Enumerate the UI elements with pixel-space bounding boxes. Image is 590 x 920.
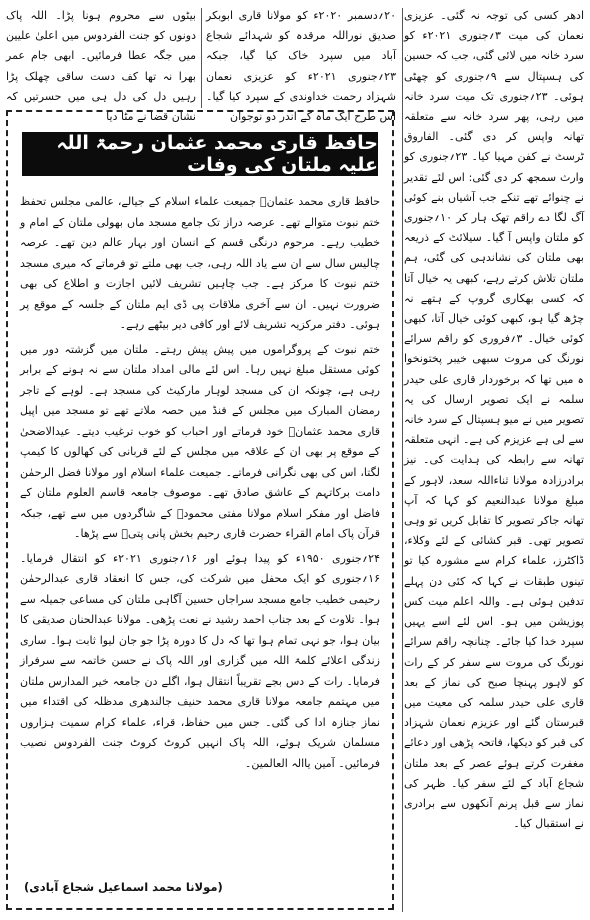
obituary-paragraph-3: ۲۴؍جنوری ۱۹۵۰ء کو پیدا ہوئے اور ۱۶؍جنوری ۲۰۲۱ء کو انتقال فرمایا۔ ۱۶؍جنوری کو ایک محفل میں شرکت کی، جس کا انعقاد قاری عبدالرحمٰن رحیمی خطیب جامع مسجد سراجاں حسین آگاہی ملتان کی مساعی جمیلہ سے ہوا۔ تلاوت کے بعد جناب احمد رشید نے نعت پڑھی۔ مولانا عبدالحنان صدیقی کا بیان ہوا، جو نہی تمام ہوا تھا کہ دل کا دورہ پڑا جو جان لیوا ثابت ہوا۔ ساری زندگی اعلائے کلمۃ اللہ میں گزاری اور اللہ پاک نے حسن خاتمہ سے سرفراز فرمایا۔ رات کے دس بجے تقریباً انتقال ہوا، اگلے دن جامعہ خیر المدارس ملتان میں مہتمم جامعہ مولانا قاری محمد حنیف جالندھری مدظلہ کی اقتداء میں نماز جنازہ ادا کی گئی۔ جس میں حفاظ، قراء، علماء کرام سمیت ہزاروں مسلمان شریک ہوئے، اللہ پاک انہیں کروٹ کروٹ جنت الفردوس نصیب فرمائیں۔ آمین یاالہ العالمین۔ (20, 551, 380, 770)
top-middle-text: ۲۰؍دسمبر ۲۰۲۰ء کو مولانا قاری ابوبکر صدیق نوراللہ مرقدہ کو شہدائے شجاع آباد میں سپرد خاک کیا گیا، جبکہ ۲۳؍جنوری ۲۰۲۱ء کو عزیزی نعمان شہزاد رحمت خداوندی کے سپرد کیا گیا۔ اس طرح ایک ماہ کے اندر دو نوجوان (206, 9, 396, 124)
column-divider-top (201, 8, 202, 108)
obituary-title-banner (22, 132, 378, 176)
obituary-box (6, 110, 394, 910)
obituary-body (20, 192, 380, 774)
right-column-text: ادھر کسی کی توجہ نہ گئی۔ عزیزی نعمان کی میت ۳؍جنوری ۲۰۲۱ء کو سرد خانہ میں لائی گئی، جب کہ حسین کی ہسپتال سے ۹؍جنوری کو چھٹی ہوئی۔ ۲۳؍جنوری تک میت سرد خانہ میں رہی، پھر سرد خانہ سے متعلقہ تھانہ واپس کر دی گئی۔ الفاروق ٹرسٹ نے کفن مہیا کیا۔ ۲۳؍جنوری کو وارث سمجھ کر دی گئی: اس لئے تقدیر نے چنوائے تھے تنکے جب آشیاں بنے کوئی آگ لگا دے راقم تھک ہار کر ۱۰؍جنوری کو ملتان واپس آ گیا۔ سیلائٹ کے ذریعہ بھی ملتان کی نشاندہی کی گئی، ہم ملتان تلاش کرتے رہے، کبھی یہ خیال آتا کہ کسی بھکاری گروپ کے ہتھے نہ چڑھ گیا ہو، کبھی کوئی خیال آتا، کبھی کوئی خیال۔ ۳؍فروری کو راقم سرائے نورنگ کی مروت سبھی خیبر پختونخوا ہ میں تھا کہ برخوردار قاری علی حیدر سلمہ نے ایک تصویر ارسال کی یہ تصویر میں نے میو ہسپتال کے سرد خانہ سے لی ہے عزیزم کی ہے۔ انہی متعلقہ تھانہ سے رابطہ کی ہدایت کی۔ نیز برادرزادہ مولانا ثناءاللہ سعد، لاہور کے مبلغ مولانا عبدالنعیم کو کہا کہ آپ تھانہ جاکر تصویر کا تقابل کریں تو وہی تصویر تھی۔ قبر کشائی کے لئے وکلاء، ڈاکٹرز، علماء کرام سے مشورہ کیا تو تینوں طبقات نے کہا کہ کئی دن پہلے تدفین ہوئی ہے۔ واللہ اعلم میت کس پوزیشن میں ہو۔ اس لئے اسے یہیں سپرد خدا کیا جائے۔ چنانچہ راقم سرائے نورنگ کی مروت سے سفر کر کے رات کو لاہور پہنچا صبح کی نماز کے بعد قاری علی حیدر سلمہ کی معیت میں قبرستان گئے اور عزیزم نعمان شہزاد کی قبر کو دیکھا، فاتحہ پڑھی اور دعائے مغفرت کرتے ہوئے عصر کے بعد ملتان شجاع آباد کے لئے سفر کیا۔ ظہر کی نماز سے قبل پرنم آنکھوں سے برادری نے استقبال کیا۔ (404, 9, 584, 831)
obituary-title: حافظ قاری محمد عثمان رحمۃ اللہ علیہ ملتان کی وفات (56, 132, 378, 176)
top-left-column (6, 6, 196, 124)
obituary-paragraph-2: ختم نبوت کے پروگراموں میں پیش پیش رہتے۔ ملتان میں گزشتہ دور میں کوئی مستقل مبلغ نہیں رہا۔ اس لئے مالی امداد ملتان سے نہ ہونے کے برابر رہی ہے، چونکہ ان کی مسجد لوہار مارکیٹ کی مسجد ہے۔ لوہے کے تاجر رمضان المبارک میں مجلس کے فنڈ میں حصہ ملاتے تھے تو مسجد میں اپیل قاری محمد عثمانؒ خود فرماتے اور احباب کو خوب ترغیب دیتے۔ عیدالاضحیٰ کے موقع پر بھی ان کے علاقہ میں مجلس کے لئے قربانی کی کھالوں کا کیمپ لگتا، اس کی بھی نگرانی فرماتے۔ جمیعت علماء اسلام اور مولانا فضل الرحمٰن دامت برکاتہم کے عاشق صادق تھے۔ موصوف جامعہ قاسم العلوم ملتان کے فاضل اور مفکر اسلام مولانا مفتی محمودؒ کے شاگردوں میں سے تھے، جبکہ قرآن پاک امام القراء حضرت قاری رحیم بخش پانی پتیؒ سے پڑھا۔ (20, 342, 380, 540)
column-divider (402, 8, 403, 912)
top-left-text: بیٹوں سے محروم ہونا پڑا۔ اللہ پاک دونوں کو جنت الفردوس میں اعلیٰ علیین میں جگہ عطا فرمائیں۔ ابھی جام عمر بھرا نہ تھا کف دست ساقی چھلک پڑا رہیں دل کی دل ہی میں حسرتیں کہ نشان قضا نے مٹا دیا (6, 9, 196, 124)
right-column-article (404, 6, 584, 912)
obituary-paragraph-1: حافظ قاری محمد عثمانؒ جمیعت علماء اسلام کے جیالے، عالمی مجلس تحفظ ختم نبوت متوالے تھے۔ عرصہ دراز تک جامع مسجد ماں بھولی ملتان کے امام و خطیب رہے۔ مرحوم درنگی قسم کے انسان اور بہار عالم دین تھے۔ عرصہ چالیس سال سے ان سے یاد اللہ رہی، جب بھی ملتے تو فرماتے کہ میری مسجد ختم نبوت کا مرکز ہے۔ جب چاہیں تشریف لائیں اجازت و اطلاع کی بھی ضرورت نہیں۔ ان سے آخری ملاقات پی ڈی ایم ملتان کے جلسہ کے موقع پر ہوئی۔ دفتر مرکزیہ تشریف لائے اور کافی دیر بیٹھے رہے۔ (20, 195, 380, 331)
top-middle-column (206, 6, 396, 124)
author-signature: (مولانا محمد اسماعیل شجاع آبادی) (24, 880, 223, 894)
